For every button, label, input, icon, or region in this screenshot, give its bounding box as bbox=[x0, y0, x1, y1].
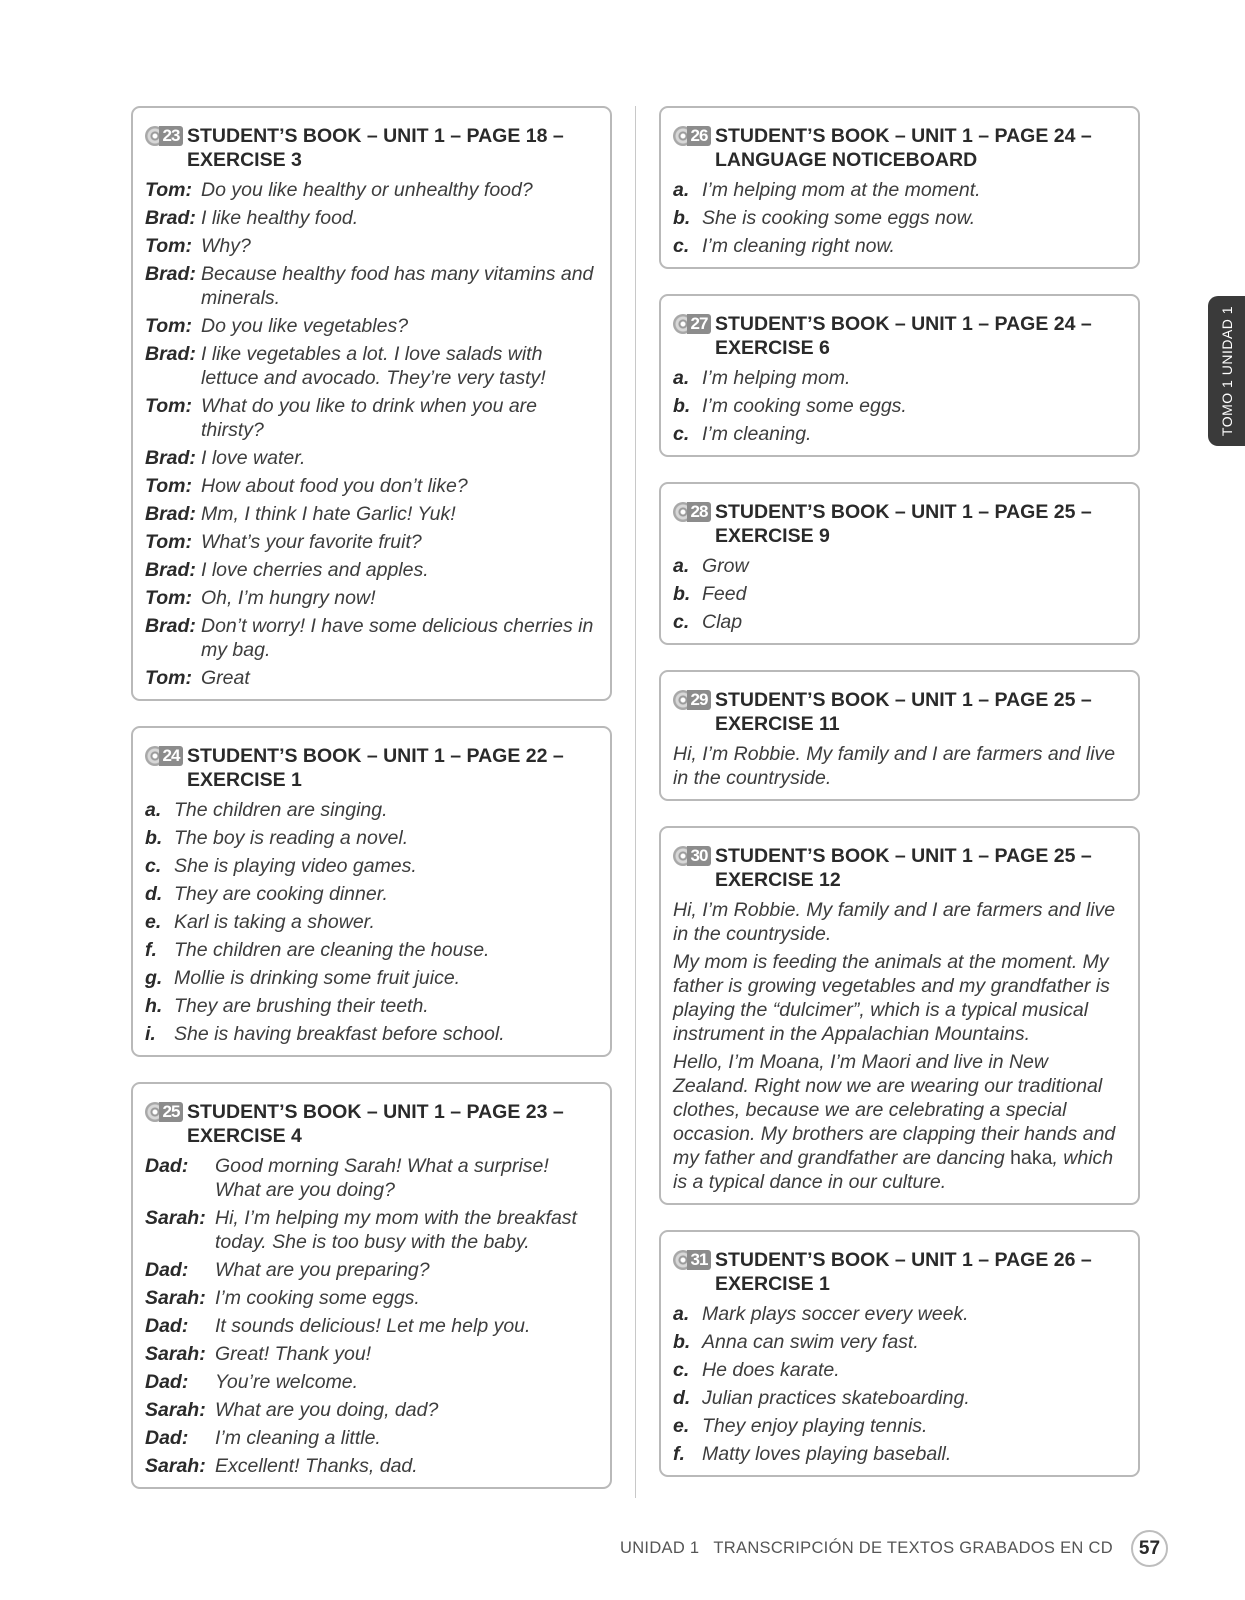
box-title: STUDENT’S BOOK – UNIT 1 – PAGE 26 – EXERCISE 1 bbox=[715, 1249, 1092, 1295]
dialogue-text: Good morning Sarah! What a surprise! What are you doing? bbox=[215, 1155, 549, 1201]
paragraph-moana: Hello, I’m Moana, I’m Maori and live in New Zealand. Right now we are wearing our traditional clothes, because we are celebrating a special occasion. My brothers are clapping their hands and my father and grandfather are dancing haka, which is a typical dance in our culture. bbox=[673, 1051, 1116, 1193]
dialogue-text: Oh, I’m hungry now! bbox=[201, 587, 376, 609]
paragraph: Hi, I’m Robbie. My family and I are farmers and live in the countryside. bbox=[673, 743, 1116, 789]
box-title: STUDENT’S BOOK – UNIT 1 – PAGE 22 – EXERCISE 1 bbox=[187, 745, 564, 791]
dialogue-line bbox=[145, 614, 598, 662]
box-header bbox=[673, 500, 1126, 548]
dialogue-line bbox=[145, 474, 598, 498]
transcript-box-25 bbox=[131, 1082, 612, 1489]
dialogue-text: Hi, I’m helping my mom with the breakfast today. She is too busy with the baby. bbox=[215, 1207, 577, 1253]
transcript-box-23 bbox=[131, 106, 612, 701]
item-text: She is playing video games. bbox=[174, 855, 417, 877]
item-letter: g. bbox=[145, 967, 163, 989]
dialogue-line bbox=[145, 1154, 598, 1202]
item-letter: b. bbox=[673, 1331, 691, 1353]
dialogue-list bbox=[145, 178, 598, 690]
dialogue-line bbox=[145, 558, 598, 582]
speaker-name: Sarah: bbox=[145, 1207, 206, 1229]
sentence-list bbox=[673, 1302, 1126, 1466]
speaker-name: Brad: bbox=[145, 343, 196, 365]
cd-icon: 25 bbox=[145, 1100, 185, 1124]
item-text: I’m helping mom at the moment. bbox=[702, 179, 981, 201]
left-column bbox=[131, 106, 612, 1489]
item-text: Grow bbox=[702, 555, 749, 577]
item-letter: e. bbox=[145, 911, 162, 933]
transcript-box-28 bbox=[659, 482, 1140, 645]
item-letter: a. bbox=[673, 367, 690, 389]
dialogue-line bbox=[145, 178, 598, 202]
item-text: Mark plays soccer every week. bbox=[702, 1303, 969, 1325]
dialogue-line bbox=[145, 1258, 598, 1282]
dialogue-line bbox=[145, 1398, 598, 1422]
dialogue-line bbox=[145, 1314, 598, 1338]
dialogue-line bbox=[145, 206, 598, 230]
speaker-name: Sarah: bbox=[145, 1399, 206, 1421]
item-text: I’m cleaning right now. bbox=[702, 235, 895, 257]
list-item bbox=[673, 1414, 1126, 1438]
dialogue-text: Great bbox=[201, 667, 250, 689]
dialogue-text: What are you preparing? bbox=[215, 1259, 430, 1281]
speaker-name: Brad: bbox=[145, 447, 196, 469]
column-divider bbox=[635, 106, 636, 1498]
list-item bbox=[145, 910, 598, 934]
speaker-name: Tom: bbox=[145, 667, 192, 689]
list-item bbox=[673, 1442, 1126, 1466]
list-item bbox=[673, 1302, 1126, 1326]
transcript-box-31 bbox=[659, 1230, 1140, 1477]
speaker-name: Tom: bbox=[145, 395, 192, 417]
word-list bbox=[673, 554, 1126, 634]
item-letter: a. bbox=[673, 555, 690, 577]
dialogue-text: What are you doing, dad? bbox=[215, 1399, 439, 1421]
item-letter: b. bbox=[673, 583, 691, 605]
list-item bbox=[673, 554, 1126, 578]
item-letter: e. bbox=[673, 1415, 690, 1437]
dialogue-text: How about food you don’t like? bbox=[201, 475, 468, 497]
dialogue-line bbox=[145, 1342, 598, 1366]
right-column bbox=[659, 106, 1140, 1477]
speaker-name: Brad: bbox=[145, 615, 196, 637]
list-item bbox=[673, 582, 1126, 606]
item-text: She is cooking some eggs now. bbox=[702, 207, 976, 229]
dialogue-line bbox=[145, 666, 598, 690]
dialogue-text: I’m cleaning a little. bbox=[215, 1427, 381, 1449]
dialogue-text: What do you like to drink when you are thirsty? bbox=[201, 395, 538, 441]
list-item bbox=[673, 422, 1126, 446]
list-item bbox=[145, 882, 598, 906]
box-title: STUDENT’S BOOK – UNIT 1 – PAGE 25 – EXERCISE 9 bbox=[715, 501, 1092, 547]
speaker-name: Dad: bbox=[145, 1155, 189, 1177]
side-tab-label: TOMO 1 UNIDAD 1 bbox=[1218, 305, 1235, 437]
item-text: The boy is reading a novel. bbox=[174, 827, 409, 849]
dialogue-line bbox=[145, 586, 598, 610]
list-item bbox=[145, 826, 598, 850]
speaker-name: Tom: bbox=[145, 531, 192, 553]
list-item bbox=[673, 234, 1126, 258]
item-text: She is having breakfast before school. bbox=[174, 1023, 505, 1045]
speaker-name: Dad: bbox=[145, 1371, 189, 1393]
page-footer bbox=[620, 1530, 1168, 1567]
item-text: Feed bbox=[702, 583, 747, 605]
dialogue-line bbox=[145, 1286, 598, 1310]
item-letter: c. bbox=[673, 1359, 690, 1381]
sentence-list bbox=[145, 798, 598, 1046]
cd-icon: 27 bbox=[673, 312, 713, 336]
speaker-name: Tom: bbox=[145, 315, 192, 337]
dialogue-text: I like healthy food. bbox=[201, 207, 359, 229]
item-letter: a. bbox=[145, 799, 162, 821]
item-letter: f. bbox=[673, 1443, 685, 1465]
transcript-box-26 bbox=[659, 106, 1140, 269]
speaker-name: Brad: bbox=[145, 559, 196, 581]
cd-icon: 26 bbox=[673, 124, 713, 148]
dialogue-text: You’re welcome. bbox=[215, 1371, 359, 1393]
list-item bbox=[673, 178, 1126, 202]
box-title: STUDENT’S BOOK – UNIT 1 – PAGE 24 – LANGUAGE NOTICEBOARD bbox=[715, 125, 1092, 171]
cd-icon: 24 bbox=[145, 744, 185, 768]
box-header bbox=[673, 312, 1126, 360]
list-item bbox=[673, 366, 1126, 390]
dialogue-line bbox=[145, 530, 598, 554]
footer-unit: UNIDAD 1 bbox=[620, 1539, 700, 1557]
item-letter: d. bbox=[673, 1387, 691, 1409]
list-item bbox=[145, 938, 598, 962]
box-header bbox=[145, 744, 598, 792]
list-item bbox=[145, 966, 598, 990]
speaker-name: Dad: bbox=[145, 1259, 189, 1281]
item-text: Matty loves playing baseball. bbox=[702, 1443, 952, 1465]
cd-icon: 28 bbox=[673, 500, 713, 524]
dialogue-text: Great! Thank you! bbox=[215, 1343, 372, 1365]
item-text: Anna can swim very fast. bbox=[702, 1331, 919, 1353]
item-letter: b. bbox=[145, 827, 163, 849]
cd-icon: 30 bbox=[673, 844, 713, 868]
cd-icon: 31 bbox=[673, 1248, 713, 1272]
dialogue-line bbox=[145, 234, 598, 258]
dialogue-text: Because healthy food has many vitamins and minerals. bbox=[201, 263, 594, 309]
footer-section: TRANSCRIPCIÓN DE TEXTOS GRABADOS EN CD bbox=[713, 1539, 1113, 1557]
dialogue-line bbox=[145, 314, 598, 338]
speaker-name: Sarah: bbox=[145, 1287, 206, 1309]
dialogue-line bbox=[145, 502, 598, 526]
item-text: Karl is taking a shower. bbox=[174, 911, 375, 933]
item-letter: c. bbox=[673, 235, 690, 257]
dialogue-text: Mm, I think I hate Garlic! Yuk! bbox=[201, 503, 456, 525]
speaker-name: Sarah: bbox=[145, 1343, 206, 1365]
footer-text bbox=[620, 1539, 1113, 1558]
box-title: STUDENT’S BOOK – UNIT 1 – PAGE 24 – EXERCISE 6 bbox=[715, 313, 1092, 359]
item-letter: c. bbox=[145, 855, 162, 877]
list-item bbox=[145, 798, 598, 822]
speaker-name: Dad: bbox=[145, 1427, 189, 1449]
box-title: STUDENT’S BOOK – UNIT 1 – PAGE 18 – EXERCISE 3 bbox=[187, 125, 564, 171]
box-header bbox=[673, 688, 1126, 736]
speaker-name: Tom: bbox=[145, 475, 192, 497]
dialogue-line bbox=[145, 1206, 598, 1254]
dialogue-text: Why? bbox=[201, 235, 251, 257]
cd-icon: 29 bbox=[673, 688, 713, 712]
item-letter: c. bbox=[673, 611, 690, 633]
item-text: I’m cooking some eggs. bbox=[702, 395, 907, 417]
dialogue-line bbox=[145, 342, 598, 390]
item-letter: i. bbox=[145, 1023, 156, 1045]
box-header bbox=[145, 124, 598, 172]
list-item bbox=[673, 394, 1126, 418]
item-letter: b. bbox=[673, 207, 691, 229]
transcript-box-30 bbox=[659, 826, 1140, 1205]
speaker-name: Brad: bbox=[145, 207, 196, 229]
box-title: STUDENT’S BOOK – UNIT 1 – PAGE 25 – EXERCISE 11 bbox=[715, 689, 1092, 735]
sentence-list bbox=[673, 366, 1126, 446]
paragraph-list bbox=[673, 898, 1126, 1046]
dialogue-line bbox=[145, 1426, 598, 1450]
dialogue-text: It sounds delicious! Let me help you. bbox=[215, 1315, 531, 1337]
speaker-name: Sarah: bbox=[145, 1455, 206, 1477]
item-text: They are cooking dinner. bbox=[174, 883, 388, 905]
item-text: The children are cleaning the house. bbox=[174, 939, 490, 961]
dialogue-text: I’m cooking some eggs. bbox=[215, 1287, 420, 1309]
list-item bbox=[145, 994, 598, 1018]
dialogue-list bbox=[145, 1154, 598, 1478]
box-header bbox=[673, 844, 1126, 892]
dialogue-text: I like vegetables a lot. I love salads with lettuce and avocado. They’re very tasty! bbox=[201, 343, 546, 389]
list-item bbox=[145, 1022, 598, 1046]
dialogue-line bbox=[145, 1370, 598, 1394]
transcript-box-29 bbox=[659, 670, 1140, 801]
dialogue-text: Do you like vegetables? bbox=[201, 315, 409, 337]
list-item bbox=[673, 1358, 1126, 1382]
dialogue-line bbox=[145, 394, 598, 442]
dialogue-line bbox=[145, 446, 598, 470]
speaker-name: Tom: bbox=[145, 235, 192, 257]
item-text: The children are singing. bbox=[174, 799, 388, 821]
list-item bbox=[145, 854, 598, 878]
speaker-name: Tom: bbox=[145, 587, 192, 609]
box-header bbox=[673, 1248, 1126, 1296]
sentence-list bbox=[673, 178, 1126, 258]
item-text: I’m helping mom. bbox=[702, 367, 851, 389]
dialogue-text: Excellent! Thanks, dad. bbox=[215, 1455, 418, 1477]
list-item bbox=[673, 1386, 1126, 1410]
box-header bbox=[145, 1100, 598, 1148]
speaker-name: Brad: bbox=[145, 503, 196, 525]
item-text: Mollie is drinking some fruit juice. bbox=[174, 967, 461, 989]
dialogue-line bbox=[145, 262, 598, 310]
speaker-name: Brad: bbox=[145, 263, 196, 285]
box-title: STUDENT’S BOOK – UNIT 1 – PAGE 25 – EXERCISE 12 bbox=[715, 845, 1092, 891]
speaker-name: Tom: bbox=[145, 179, 192, 201]
cd-icon: 23 bbox=[145, 124, 185, 148]
item-text: Julian practices skateboarding. bbox=[702, 1387, 970, 1409]
item-letter: a. bbox=[673, 179, 690, 201]
item-text: They enjoy playing tennis. bbox=[702, 1415, 928, 1437]
list-item bbox=[673, 1330, 1126, 1354]
list-item bbox=[673, 610, 1126, 634]
paragraph: Hi, I’m Robbie. My family and I are farmers and live in the countryside. bbox=[673, 899, 1116, 945]
dialogue-text: I love cherries and apples. bbox=[201, 559, 429, 581]
paragraph: My mom is feeding the animals at the moment. My father is growing vegetables and my grandfather is playing the “dulcimer”, which is a typical musical instrument in the Appalachian Mountains. bbox=[673, 951, 1110, 1045]
speaker-name: Dad: bbox=[145, 1315, 189, 1337]
dialogue-text: Do you like healthy or unhealthy food? bbox=[201, 179, 533, 201]
list-item bbox=[673, 206, 1126, 230]
box-header bbox=[673, 124, 1126, 172]
paragraph-list bbox=[673, 742, 1126, 790]
item-letter: f. bbox=[145, 939, 157, 961]
item-letter: h. bbox=[145, 995, 163, 1017]
item-letter: a. bbox=[673, 1303, 690, 1325]
transcript-box-24 bbox=[131, 726, 612, 1057]
side-tab bbox=[1208, 296, 1245, 446]
dialogue-text: I love water. bbox=[201, 447, 306, 469]
item-letter: b. bbox=[673, 395, 691, 417]
item-letter: c. bbox=[673, 423, 690, 445]
item-text: They are brushing their teeth. bbox=[174, 995, 429, 1017]
dialogue-text: Don’t worry! I have some delicious cherries in my bag. bbox=[201, 615, 594, 661]
item-letter: d. bbox=[145, 883, 163, 905]
item-text: Clap bbox=[702, 611, 743, 633]
page-number: 57 bbox=[1131, 1530, 1168, 1567]
dialogue-line bbox=[145, 1454, 598, 1478]
transcript-box-27 bbox=[659, 294, 1140, 457]
item-text: I’m cleaning. bbox=[702, 423, 812, 445]
box-title: STUDENT’S BOOK – UNIT 1 – PAGE 23 – EXERCISE 4 bbox=[187, 1101, 564, 1147]
dialogue-text: What’s your favorite fruit? bbox=[201, 531, 422, 553]
item-text: He does karate. bbox=[702, 1359, 840, 1381]
